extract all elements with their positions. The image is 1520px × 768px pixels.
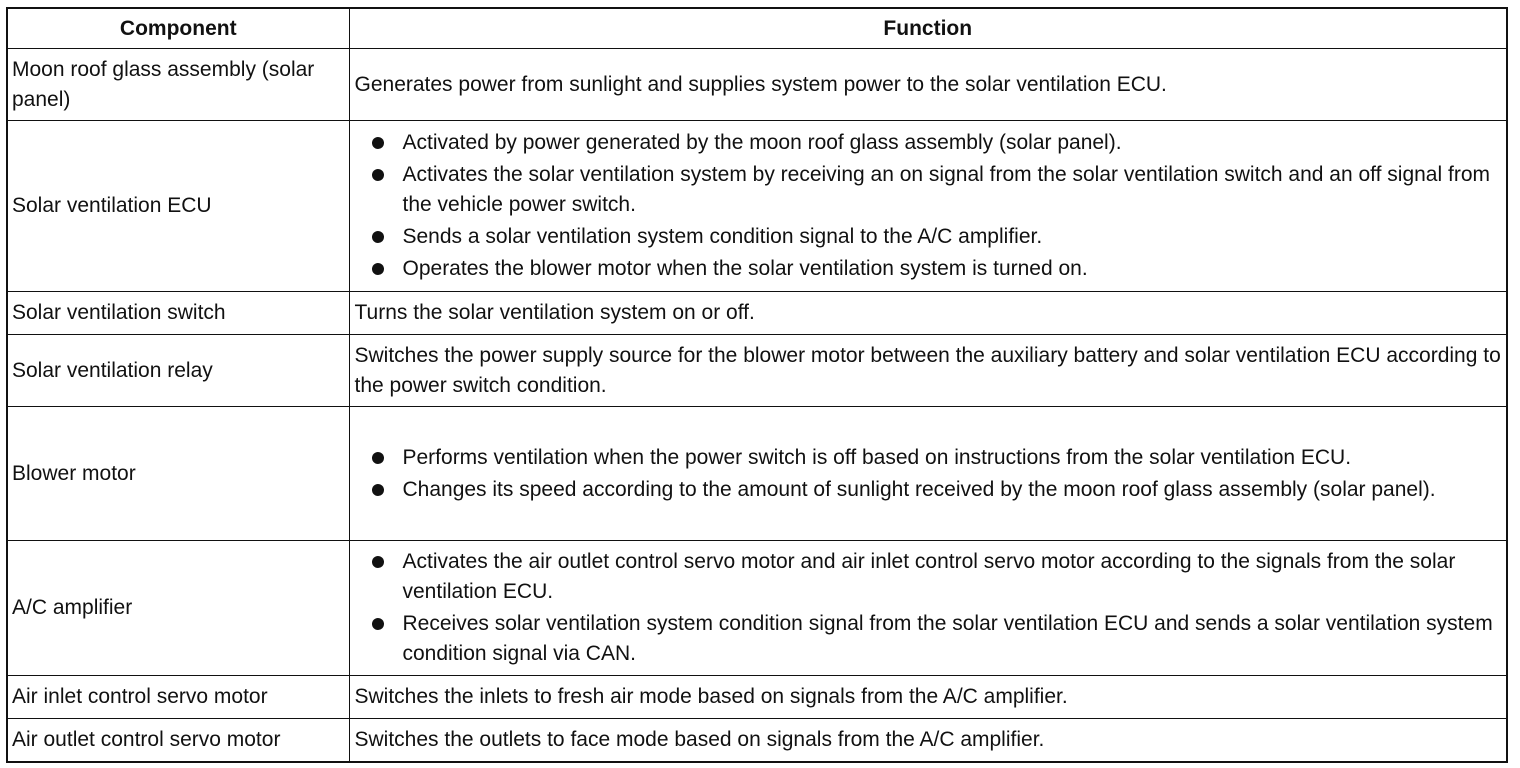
bullet-text: Performs ventilation when the power switch is off based on instructions from the solar ventilation ECU.: [402, 445, 1352, 469]
bullet-text: Operates the blower motor when the solar ventilation system is turned on.: [402, 257, 1088, 280]
component-cell: Moon roof glass assembly (solar panel): [7, 49, 349, 121]
bullet-dot-icon: [372, 452, 384, 464]
bullet-text: Sends a solar ventilation system condition signal to the A/C amplifier.: [402, 225, 1043, 248]
bullet-list: [355, 443, 1503, 505]
column-header-component: Component: [7, 8, 349, 49]
bullet-dot-icon: [372, 137, 384, 149]
bullet-text: Receives solar ventilation system condition signal from the solar ventilation ECU and sends a solar ventilation system condition signal via CAN.: [402, 612, 1493, 665]
function-cell: Switches the inlets to fresh air mode based on signals from the A/C amplifier.: [349, 676, 1507, 719]
list-item: [355, 475, 1503, 505]
function-cell: [349, 541, 1507, 676]
bullet-list: [355, 128, 1503, 284]
bullet-dot-icon: [372, 556, 384, 568]
table-header-row: [7, 8, 1507, 49]
bullet-text: Changes its speed according to the amount of sunlight received by the moon roof glass assembly (solar panel).: [402, 477, 1436, 501]
list-item: [355, 160, 1503, 220]
component-cell: Solar ventilation ECU: [7, 121, 349, 292]
bullet-list: [355, 547, 1503, 669]
component-cell: Solar ventilation switch: [7, 292, 349, 335]
table-row: [7, 541, 1507, 676]
table-row: [7, 49, 1507, 121]
list-item: [355, 443, 1503, 473]
component-cell: Blower motor: [7, 407, 349, 541]
table-row: [7, 121, 1507, 292]
list-item: [355, 222, 1503, 252]
function-cell: [349, 407, 1507, 541]
component-cell: Air inlet control servo motor: [7, 676, 349, 719]
table-row: [7, 719, 1507, 763]
list-item: [355, 547, 1503, 607]
component-cell: Air outlet control servo motor: [7, 719, 349, 763]
list-item: [355, 254, 1503, 284]
function-cell: Generates power from sunlight and supplies system power to the solar ventilation ECU.: [349, 49, 1507, 121]
function-cell: [349, 121, 1507, 292]
bullet-text: Activates the air outlet control servo motor and air inlet control servo motor according to the signals from the solar ventilation ECU.: [402, 550, 1456, 603]
table-row: [7, 292, 1507, 335]
function-cell: Turns the solar ventilation system on or off.: [349, 292, 1507, 335]
bullet-text: Activates the solar ventilation system by receiving an on signal from the solar ventilation switch and an off signal from the vehicle power switch.: [402, 163, 1490, 216]
table-row: [7, 676, 1507, 719]
component-cell: Solar ventilation relay: [7, 335, 349, 407]
list-item: [355, 609, 1503, 669]
bullet-text: Activated by power generated by the moon roof glass assembly (solar panel).: [402, 131, 1122, 154]
function-cell: Switches the outlets to face mode based on signals from the A/C amplifier.: [349, 719, 1507, 763]
bullet-dot-icon: [372, 231, 384, 243]
bullet-dot-icon: [372, 169, 384, 181]
table-row: [7, 335, 1507, 407]
function-cell: Switches the power supply source for the blower motor between the auxiliary battery and solar ventilation ECU according to the power switch condition.: [349, 335, 1507, 407]
component-function-table: [6, 7, 1508, 763]
component-cell: A/C amplifier: [7, 541, 349, 676]
list-item: [355, 128, 1503, 158]
table-row: [7, 407, 1507, 541]
column-header-function: Function: [349, 8, 1507, 49]
bullet-dot-icon: [372, 484, 384, 496]
bullet-dot-icon: [372, 263, 384, 275]
bullet-dot-icon: [372, 618, 384, 630]
